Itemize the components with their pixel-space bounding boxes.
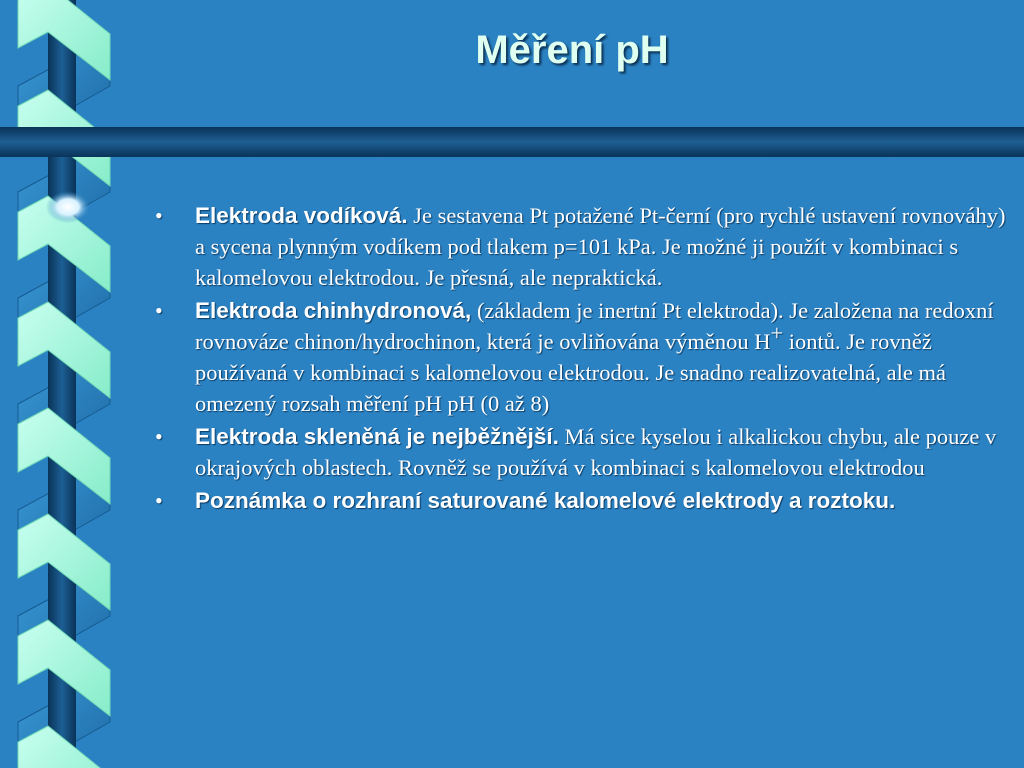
bullet-text: (základem je inertní Pt elektroda). Je založena na redoxní rovnováze chinon/hydrochinon, která je ovliňována výměnou H bbox=[195, 298, 994, 354]
bullet-heading: Elektroda skleněná je nejběžnější. bbox=[195, 424, 559, 449]
bullet-icon: • bbox=[155, 298, 163, 323]
title-separator-bar bbox=[0, 127, 1024, 157]
superscript-plus: + bbox=[770, 320, 784, 346]
decorative-ribbon bbox=[0, 0, 120, 768]
list-item bbox=[155, 421, 1015, 483]
list-item bbox=[155, 485, 1015, 516]
bullet-icon: • bbox=[155, 203, 163, 228]
bullet-heading: Elektroda vodíková. bbox=[195, 203, 408, 228]
bullet-heading: Elektroda chinhydronová, bbox=[195, 298, 472, 323]
bullet-text: Má sice kyselou i alkalickou chybu, ale pouze v okrajových oblastech. Rovněž se používá v kombinaci s kalomelovou elektrodou bbox=[195, 424, 997, 480]
bullet-text: Je sestavena Pt potažené Pt-černí (pro rychlé ustavení rovnováhy) a sycena plynným vodíkem pod tlakem p=101 kPa. Je možné ji použít v kombinaci s kalomelovou elektrodou. Je přesná, ale nepraktická. bbox=[195, 203, 1006, 290]
list-item bbox=[155, 295, 1015, 419]
bullet-heading: Poznámka o rozhraní saturované kalomelové elektrody a roztoku. bbox=[195, 488, 896, 513]
slide-title: Měření pH bbox=[475, 28, 669, 72]
list-item bbox=[155, 200, 1015, 293]
bullet-icon: • bbox=[155, 488, 163, 513]
bullet-list bbox=[155, 200, 1015, 518]
bullet-text-continued: iontů. Je rovněž používaná v kombinaci s kalomelovou elektrodou. Je snadno realizovatelná, ale má omezený rozsah měření pH pH (0 až 8) bbox=[195, 329, 947, 416]
bullet-icon: • bbox=[155, 424, 163, 449]
